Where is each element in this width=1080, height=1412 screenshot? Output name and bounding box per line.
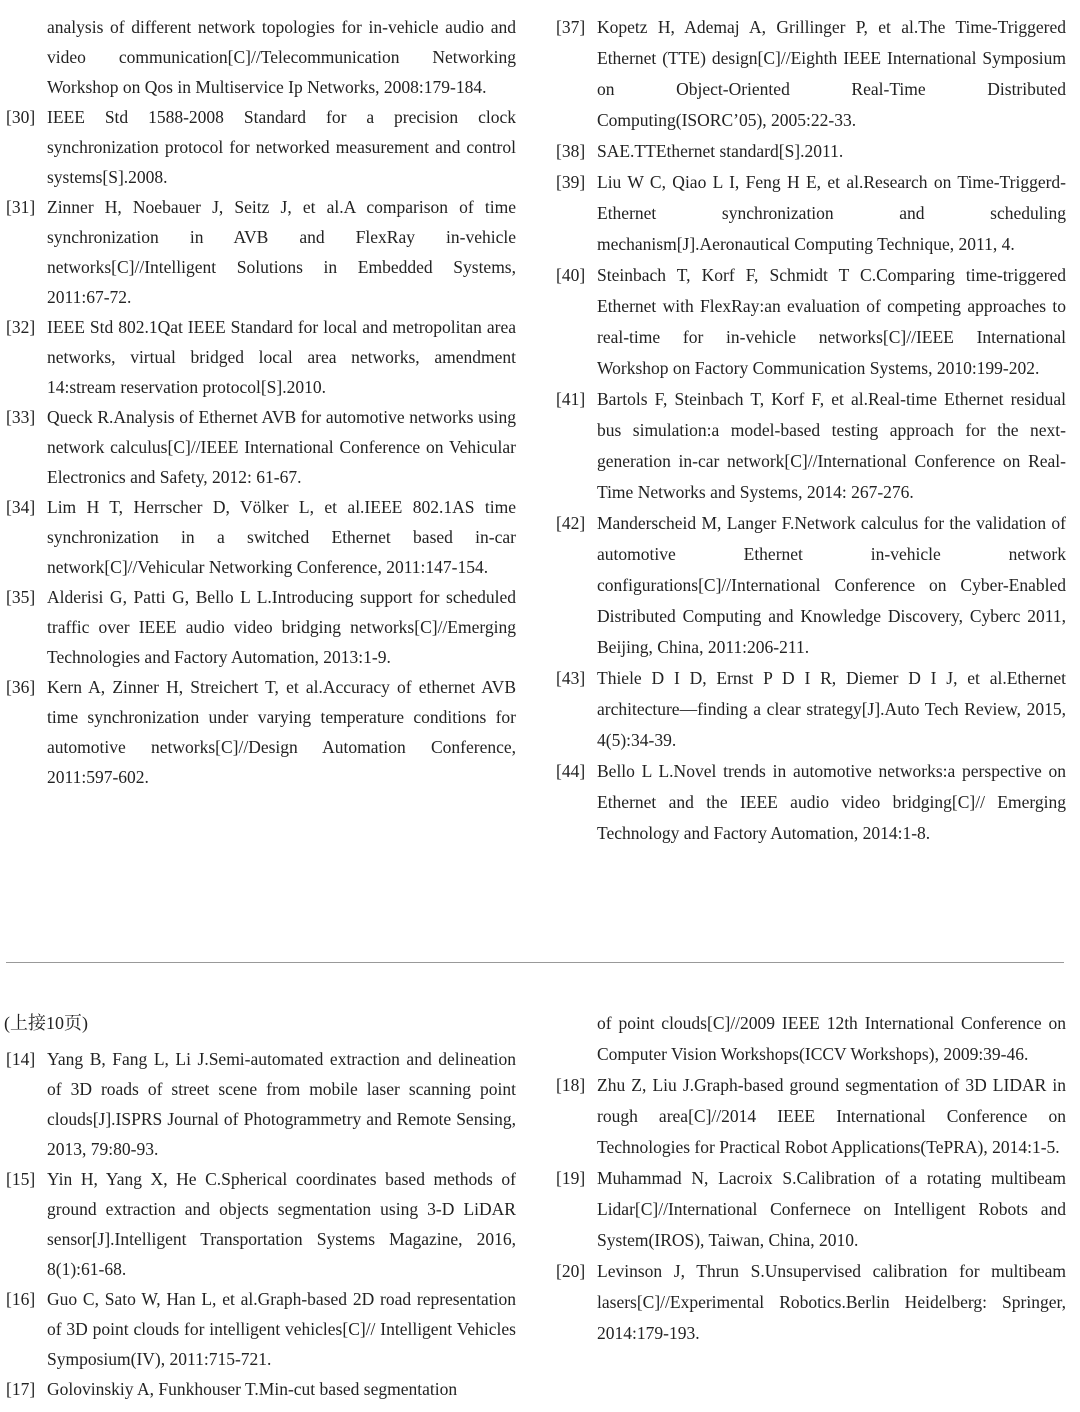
- reference-text: Yang B, Fang L, Li J.Semi-automated extraction and delineation of 3D roads of street scene from mobile laser scanning point clouds[J].ISPRS Journal of Photogrammetry and Remote Sensing, 2013, 79:80-93.: [47, 1049, 516, 1159]
- reference-item: [556, 384, 1066, 508]
- reference-text: Bartols F, Steinbach T, Korf F, et al.Real-time Ethernet residual bus simulation:a model-based testing approach for the next-generation in-car network[C]//International Conference on Real-Time Networks and Systems, 2014: 267-276.: [597, 389, 1066, 502]
- reference-item: [556, 1070, 1066, 1163]
- reference-number: [30]: [6, 107, 36, 127]
- reference-number: [34]: [6, 497, 36, 517]
- reference-text: Liu W C, Qiao L I, Feng H E, et al.Research on Time-Triggerd-Ethernet synchronization and scheduling mechanism[J].Aeronautical Computing Technique, 2011, 4.: [597, 172, 1066, 254]
- reference-number: [20]: [556, 1261, 586, 1281]
- reference-text: Bello L L.Novel trends in automotive networks:a perspective on Ethernet and the IEEE audio video bridging[C]// Emerging Technology and Factory Automation, 2014:1-8.: [597, 761, 1066, 843]
- reference-number: [17]: [6, 1379, 36, 1399]
- reference-number: [37]: [556, 17, 586, 37]
- reference-continuation: [6, 12, 516, 102]
- reference-number: [38]: [556, 141, 586, 161]
- reference-item: [6, 1284, 516, 1374]
- reference-text: IEEE Std 1588-2008 Standard for a precision clock synchronization protocol for networked measurement and control systems[S].2008.: [47, 107, 516, 187]
- reference-number: [16]: [6, 1289, 36, 1309]
- reference-text: Zinner H, Noebauer J, Seitz J, et al.A comparison of time synchronization in AVB and FlexRay in-vehicle networks[C]//Intelligent Solutions in Embedded Systems, 2011:67-72.: [47, 197, 516, 307]
- reference-item: [6, 1044, 516, 1164]
- top-right-column: [556, 12, 1066, 849]
- reference-item: [6, 312, 516, 402]
- reference-item: [6, 582, 516, 672]
- reference-text: Yin H, Yang X, He C.Spherical coordinates based methods of ground extraction and objects segmentation using 3-D LiDAR sensor[J].Intelligent Transportation Systems Magazine, 2016, 8(1):61-68.: [47, 1169, 516, 1279]
- reference-text: Muhammad N, Lacroix S.Calibration of a rotating multibeam Lidar[C]//International Confernece on Intelligent Robots and System(IROS), Taiwan, China, 2010.: [597, 1168, 1066, 1250]
- reference-number: [40]: [556, 265, 586, 285]
- reference-number: [18]: [556, 1075, 586, 1095]
- reference-item: [556, 756, 1066, 849]
- reference-text: Kopetz H, Ademaj A, Grillinger P, et al.The Time-Triggered Ethernet (TTE) design[C]//Eighth IEEE International Symposium on Object-Oriented Real-Time Distributed Computing(ISORC’05), 2005:22-33.: [597, 17, 1066, 130]
- reference-item: [556, 663, 1066, 756]
- reference-text: Zhu Z, Liu J.Graph-based ground segmentation of 3D LIDAR in rough area[C]//2014 IEEE International Conference on Technologies for Practical Robot Applications(TePRA), 2014:1-5.: [597, 1075, 1066, 1157]
- reference-text: Steinbach T, Korf F, Schmidt T C.Comparing time-triggered Ethernet with FlexRay:an evaluation of competing approaches to real-time for in-vehicle networks[C]//IEEE International Workshop on Factory Communication Systems, 2010:199-202.: [597, 265, 1066, 378]
- reference-item: [6, 192, 516, 312]
- reference-number: [31]: [6, 197, 36, 217]
- reference-text: SAE.TTEthernet standard[S].2011.: [597, 141, 844, 161]
- reference-number: [15]: [6, 1169, 36, 1189]
- reference-item: [556, 1256, 1066, 1349]
- reference-item: [556, 12, 1066, 136]
- bottom-left-column: [6, 1044, 516, 1404]
- reference-text: Queck R.Analysis of Ethernet AVB for automotive networks using network calculus[C]//IEEE International Conference on Vehicular Electronics and Safety, 2012: 61-67.: [47, 407, 516, 487]
- bottom-right-column: [556, 1008, 1066, 1349]
- reference-item: [6, 402, 516, 492]
- reference-text: Levinson J, Thrun S.Unsupervised calibration for multibeam lasers[C]//Experimental Robotics.Berlin Heidelberg: Springer, 2014:179-193.: [597, 1261, 1066, 1343]
- reference-number: [41]: [556, 389, 586, 409]
- reference-item: [556, 508, 1066, 663]
- reference-text: IEEE Std 802.1Qat IEEE Standard for local and metropolitan area networks, virtual bridged local area networks, amendment 14:stream reservation protocol[S].2010.: [47, 317, 516, 397]
- reference-item: [556, 260, 1066, 384]
- reference-text: of point clouds[C]//2009 IEEE 12th International Conference on Computer Vision Workshops(ICCV Workshops), 2009:39-46.: [597, 1013, 1066, 1064]
- reference-item: [6, 1164, 516, 1284]
- section-divider: [6, 962, 1064, 963]
- reference-item: [6, 1374, 516, 1404]
- reference-item: [6, 492, 516, 582]
- reference-number: [44]: [556, 761, 586, 781]
- reference-item: [6, 672, 516, 792]
- reference-item: [556, 1163, 1066, 1256]
- reference-number: [32]: [6, 317, 36, 337]
- reference-item: [556, 167, 1066, 260]
- reference-text: Guo C, Sato W, Han L, et al.Graph-based 2D road representation of 3D point clouds for intelligent vehicles[C]// Intelligent Vehicles Symposium(IV), 2011:715-721.: [47, 1289, 516, 1369]
- reference-number: [35]: [6, 587, 36, 607]
- reference-text: analysis of different network topologies for in-vehicle audio and video communication[C]//Telecommunication Networking Workshop on Qos in Multiservice Ip Networks, 2008:179-184.: [47, 17, 516, 97]
- reference-text: Golovinskiy A, Funkhouser T.Min-cut based segmentation: [47, 1379, 458, 1399]
- reference-text: Thiele D I D, Ernst P D I R, Diemer D I J, et al.Ethernet architecture—finding a clear strategy[J].Auto Tech Review, 2015, 4(5):34-39.: [597, 668, 1066, 750]
- reference-number: [43]: [556, 668, 586, 688]
- reference-text: Lim H T, Herrscher D, Völker L, et al.IEEE 802.1AS time synchronization in a switched Ethernet based in-car network[C]//Vehicular Networking Conference, 2011:147-154.: [47, 497, 516, 577]
- reference-item: [6, 102, 516, 192]
- reference-number: [42]: [556, 513, 586, 533]
- reference-number: [14]: [6, 1049, 36, 1069]
- reference-number: [36]: [6, 677, 36, 697]
- reference-text: Manderscheid M, Langer F.Network calculus for the validation of automotive Ethernet in-vehicle network configurations[C]//International Conference on Cyber-Enabled Distributed Computing and Knowledge Discovery, Cyberc 2011, Beijing, China, 2011:206-211.: [597, 513, 1066, 657]
- reference-number: [19]: [556, 1168, 586, 1188]
- reference-number: [39]: [556, 172, 586, 192]
- reference-text: Alderisi G, Patti G, Bello L L.Introducing support for scheduled traffic over IEEE audio video bridging networks[C]//Emerging Technologies and Factory Automation, 2013:1-9.: [47, 587, 516, 667]
- reference-continuation: [556, 1008, 1066, 1070]
- reference-number: [33]: [6, 407, 36, 427]
- reference-item: [556, 136, 1066, 167]
- reference-text: Kern A, Zinner H, Streichert T, et al.Accuracy of ethernet AVB time synchronization under varying temperature conditions for automotive networks[C]//Design Automation Conference, 2011:597-602.: [47, 677, 516, 787]
- continued-from-label: (上接10页): [4, 1013, 88, 1033]
- top-left-column: [6, 12, 516, 792]
